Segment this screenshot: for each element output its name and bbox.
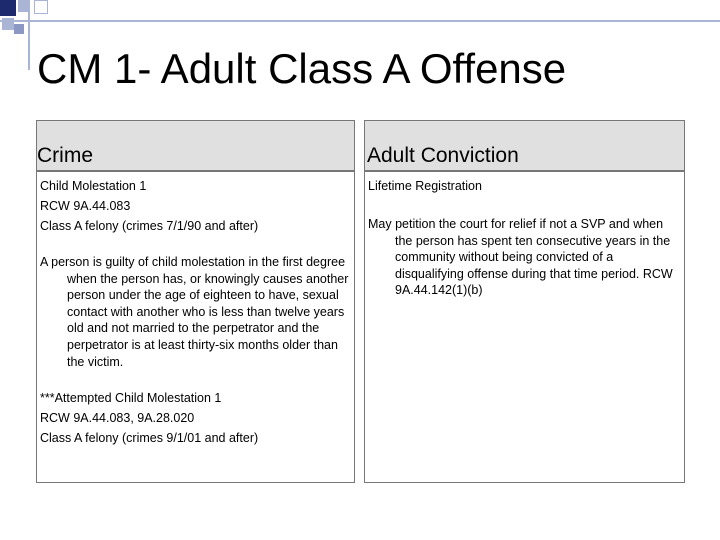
crime-rcw: RCW 9A.44.083 [40, 199, 131, 213]
header-rule [0, 20, 720, 22]
slide-title: CM 1- Adult Class A Offense [37, 45, 567, 92]
crime-cell [36, 171, 355, 483]
spacer [40, 370, 351, 388]
attempt-class: Class A felony (crimes 9/1/01 and after) [40, 431, 259, 446]
spacer [368, 196, 681, 216]
relief-text: May petition the court for relief if not a SVP and when the person has spent ten consecutive years in the community without being convicted of a disqualifying offense during that time period. RCW 9A.44.142(1)(b) [368, 217, 673, 298]
registration-line: Lifetime Registration [368, 179, 482, 193]
spacer [40, 236, 351, 254]
crime-text [40, 176, 351, 448]
corner-square-5 [14, 24, 24, 34]
attempt-name: ***Attempted Child Molestation 1 [40, 391, 222, 406]
header-conviction: Adult Conviction [367, 144, 519, 167]
crime-class: Class A felony (crimes 7/1/90 and after) [40, 219, 259, 233]
side-rule [28, 0, 30, 70]
conviction-cell [364, 171, 685, 483]
corner-square-1 [0, 0, 16, 16]
crime-definition: A person is guilty of child molestation in the first degree when the person has, or knowingly causes another person under the age of eighteen to have, sexual contact with another who is less than twelve years old and not married to the perpetrator and the perpetrator is at least thirty-six months older than the victim. [40, 255, 349, 369]
crime-name: Child Molestation 1 [40, 179, 147, 193]
corner-square-3 [34, 0, 48, 14]
header-crime: Crime [37, 144, 93, 167]
header-cell-crime [36, 120, 355, 171]
conviction-text [368, 176, 681, 299]
attempt-rcw: RCW 9A.44.083, 9A.28.020 [40, 411, 195, 426]
header-cell-conviction [364, 120, 685, 171]
